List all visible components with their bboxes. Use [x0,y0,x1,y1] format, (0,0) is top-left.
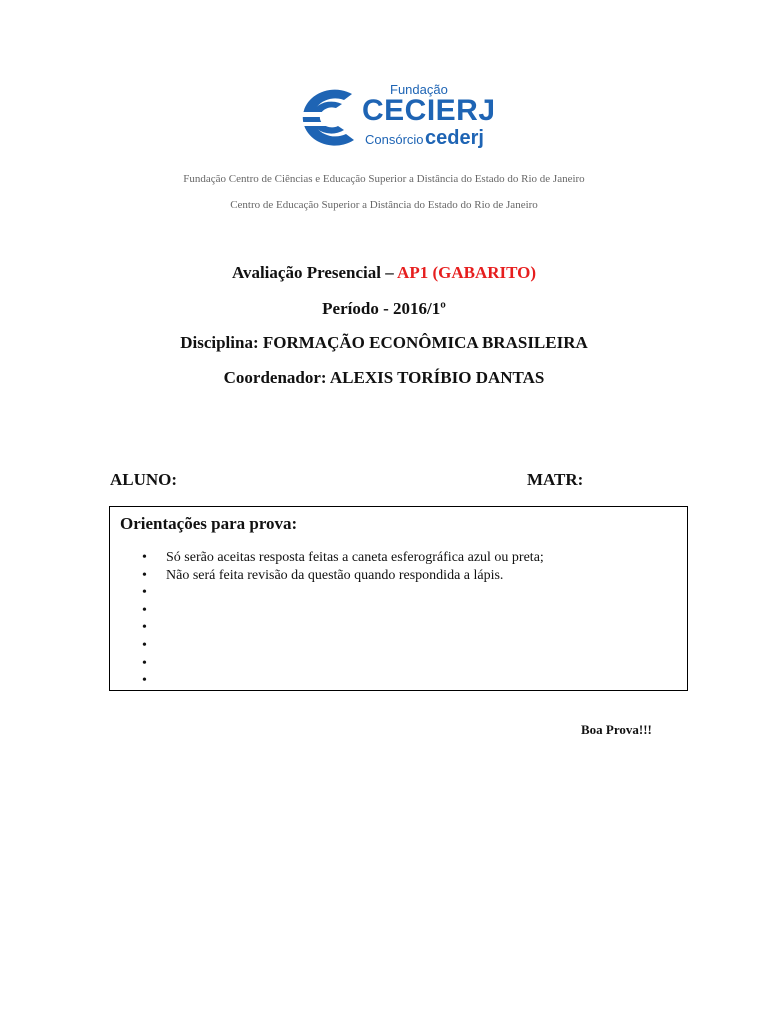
bullet-icon: • [142,550,147,565]
discipline-line: Disciplina: FORMAÇÃO ECONÔMICA BRASILEIRA [180,333,588,352]
list-item [142,619,544,637]
list-item-text: Não será feita revisão da questão quando respondida a lápis. [166,567,504,583]
bullet-icon: • [142,655,147,671]
instructions-list [142,549,544,690]
cecierj-swoosh-icon [282,82,362,154]
list-item [142,655,544,673]
list-item [142,584,544,602]
logo-name-text: CECIERJ [362,94,496,127]
institution-line-1: Fundação Centro de Ciências e Educação Superior a Distância do Estado do Rio de Janeiro [183,173,585,185]
logo-fundacao-text: Fundação [390,82,448,97]
cecierj-logo [282,82,496,154]
list-item [142,602,544,620]
coordinator-line: Coordenador: ALEXIS TORÍBIO DANTAS [223,368,545,387]
list-item [142,637,544,655]
bullet-icon: • [142,567,147,583]
logo-consorcio-text: Consórcio [365,132,424,147]
evaluation-prefix: Avaliação Presencial – [231,263,398,282]
evaluation-title [0,263,768,283]
bullet-icon: • [142,602,147,618]
list-item-text: Só serão aceitas resposta feitas a caneta esferográfica azul ou preta; [166,550,544,565]
list-item [142,672,544,690]
list-item [142,567,544,585]
logo-cederj-text: cederj [425,127,484,149]
institution-line-2: Centro de Educação Superior a Distância do Estado do Rio de Janeiro [230,199,538,211]
instructions-title: Orientações para prova: [120,514,298,533]
evaluation-highlight: AP1 (GABARITO) [397,263,537,282]
aluno-label: ALUNO: [110,470,178,489]
list-item [142,549,544,567]
period-line: Período - 2016/1º [322,299,446,318]
closing-text: Boa Prova!!! [581,722,652,737]
matr-label: MATR: [527,470,584,489]
bullet-icon: • [142,637,147,653]
instructions-box [109,506,688,691]
bullet-icon: • [142,620,147,636]
bullet-icon: • [142,585,147,601]
bullet-icon: • [142,673,147,689]
